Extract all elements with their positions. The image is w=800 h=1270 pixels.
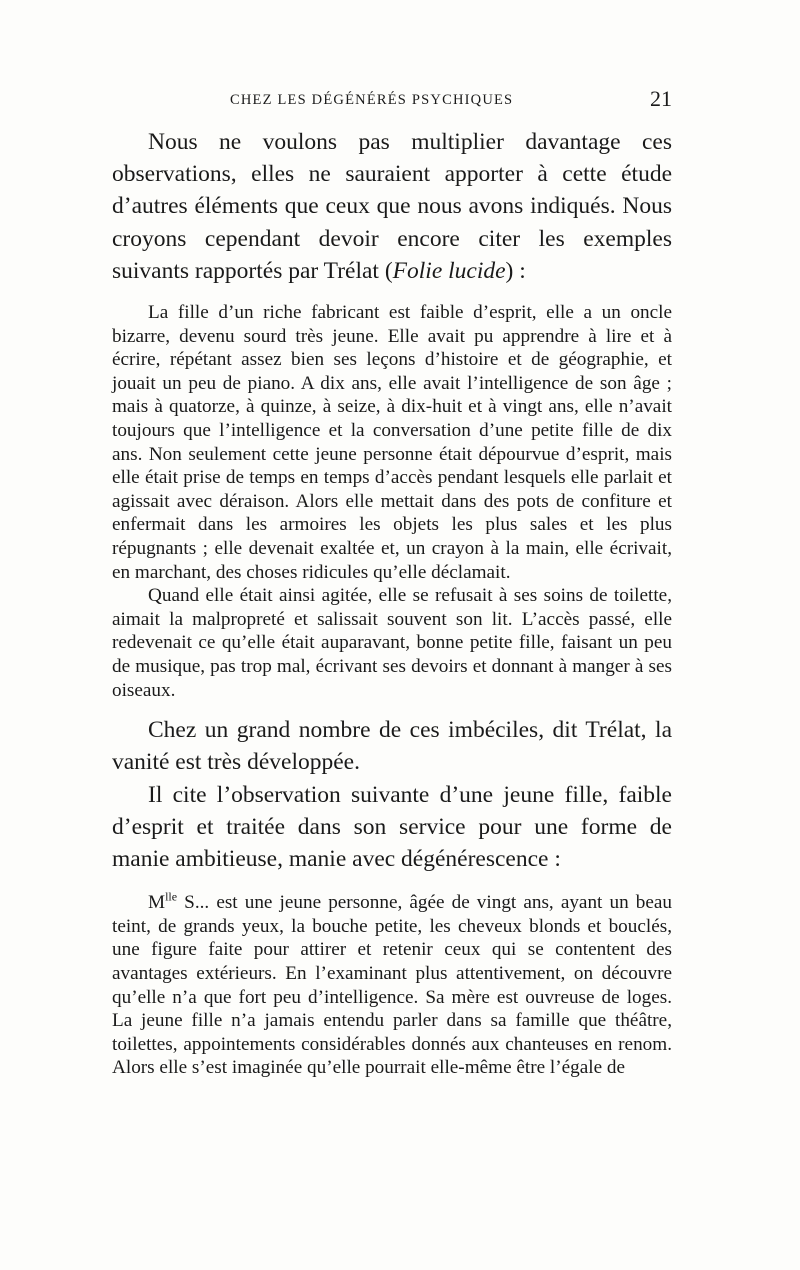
case-quote-3-text: S... est une jeune personne, âgée de vingt ans, ayant un beau teint, de grands yeux, la bouche petite, les cheveux blonds et bouclés, une figure faite pour attirer et retenir ceux qui se contentent des avantages extérieurs. En l’examinant plus attentivement, on découvre qu’elle n’a que fort peu d’intelligence. Sa mère est ouvreuse de loges. La jeune fille n’a jamais entendu parler dans sa famille que théâtre, toilettes, appointements considérables donnés aux chanteuses en renom. Alors elle s’est imaginée qu’elle pourrait elle-même être l’égale de bbox=[112, 892, 672, 1079]
page-number: 21 bbox=[650, 86, 672, 111]
paragraph-intro-end: ) : bbox=[505, 257, 526, 284]
abbreviation-superscript: lle bbox=[165, 889, 178, 904]
paragraph-intro bbox=[112, 126, 672, 287]
paragraph-vanity: Chez un grand nombre de ces imbéciles, dit Trélat, la vanité est très développée. bbox=[112, 717, 672, 776]
case-quote-3 bbox=[112, 891, 672, 1080]
body-text bbox=[112, 126, 672, 1080]
case-quote-2: Quand elle était ainsi agitée, elle se refusait à ses soins de toilette, aimait la malpropreté et salissait souvent son lit. L’accès passé, elle redevenait ce qu’elle était auparavant, bonne petite fille, faisant un peu de musique, pas trop mal, écrivant ses devoirs et donnant à manger à ses oiseaux. bbox=[112, 585, 672, 701]
running-title: CHEZ LES DÉGÉNÉRÉS PSYCHIQUES bbox=[230, 92, 514, 108]
case-quote-1: La fille d’un riche fabricant est faible d’esprit, elle a un oncle bizarre, devenu sourd très jeune. Elle avait pu apprendre à lire et à écrire, répétant assez bien ses leçons d’histoire et de géographie, et jouait un peu de piano. A dix ans, elle avait l’intelligence de son âge ; mais à quatorze, à quinze, à seize, à dix-huit et à vingt ans, elle n’avait toujours que l’intelligence et la conversation d’une petite fille de dix ans. Non seulement cette jeune personne était dépourvue d’esprit, mais elle était prise de temps en temps d’accès pendant lesquels elle parlait et agissait avec déraison. Alors elle mettait dans des pots de confiture et enfermait dans les armoires les objets les plus sales et les plus répugnants ; elle devenait exaltée et, un crayon à la main, elle écrivait, en marchant, des choses ridicules qu’elle déclamait. bbox=[112, 302, 672, 583]
paragraph-intro-text: Nous ne voulons pas multiplier davantage ces observations, elles ne sauraient apporter à cette étude d’autres éléments que ceux que nous avons indiqués. Nous croyons cependant devoir encore citer les exemples suivants rapportés par Trélat ( bbox=[112, 129, 672, 284]
running-head bbox=[112, 86, 672, 116]
cited-work-title: Folie lucide bbox=[392, 257, 506, 284]
paragraph-observation: Il cite l’observation suivante d’une jeune fille, faible d’esprit et traitée dans son service pour une forme de manie ambitieuse, manie avec dégénérescence : bbox=[112, 781, 672, 872]
abbreviation-base: M bbox=[148, 892, 166, 914]
